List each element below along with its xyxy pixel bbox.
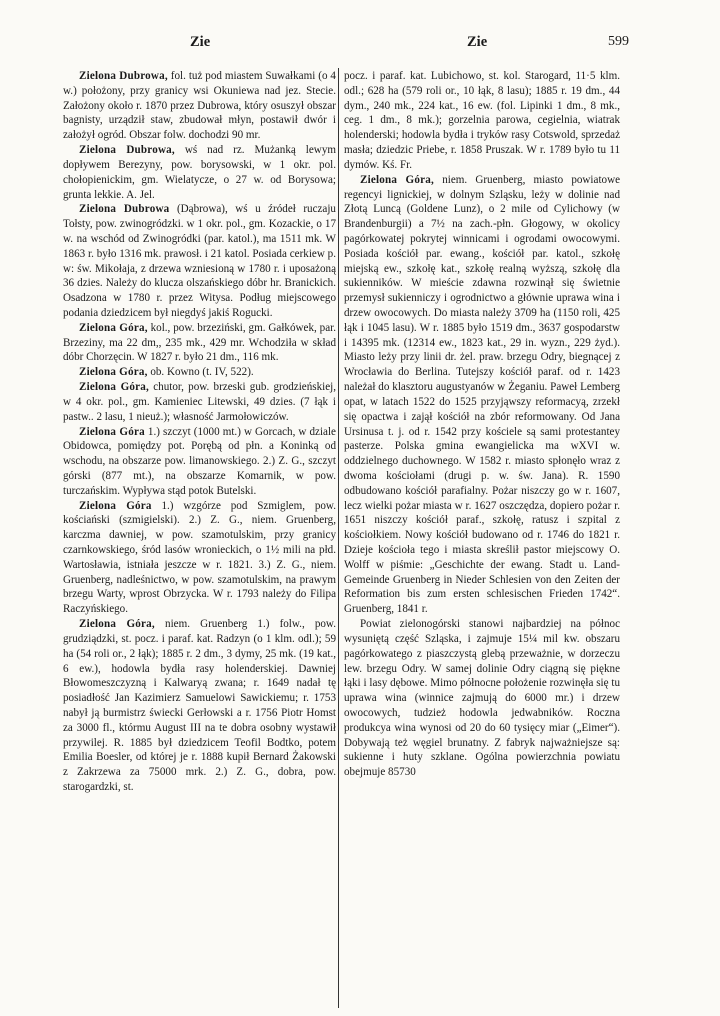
- entry: [63, 617, 336, 795]
- entry: [63, 365, 336, 380]
- entry-text: niem. Gruenberg, miasto powiatowe regencyi lignickiej, w dolnym Szląsku, leży w dolinie nad Złotą Luncą (Goldene Lunz), o 2 mile od Cylichowy (w Brandenburgii) a 7½ na zach.-płn. Głogowy, w okolicy pagórkowatej pokrytej winnicami i ogrodami owocowymi. Posiada kościół par. ewang., kościół par. katol., szkołę miejską ew., szkołę kat., szkołę realną wyższą, szkołę dla sukienników. W mieście zdawna rozwinął się świetnie przemysł sukienniczy i ogrodnictwo a głównie uprawa wina i drzew owocowych. Do miasta należy 3709 ha (1150 roli, 425 łąk i 1045 lasu). W r. 1885 było 1519 dm., 3637 gospodarstw i 14395 mk. (12314 ew., 1823 kat., 29 in. wyzn., 229 żyd.). Miasto leży przy linii dr. żel. praw. brzegu Odry, biegnącej z Wrocławia do Berlina. Tutejszy kościół paraf. od r. 1423 należał do klasztoru augustyanów w Żeganiu. Paweł Lemberg opat, w latach 1522 do 1525 przyjąwszy reformacyą, zrzekł się opactwa i zajął kościół na zbór reformowany. Od Jana Ursinusa t. j. od r. 1542 przy kościele są sami protestantey pasterze. Polska gmina ewangielicka ma wXVI w. oddzielnego duchownego. W 1582 r. miasto spłonęło wraz z dwoma kościołami (drugi p. w. św. Jana). R. 1590 odbudowano kościół parafialny. Pożar niszczy go w r. 1607, lecz wielki pożar miasta w r. 1627 oszczędza, dopiero pożar r. 1651 niszczy kościół paraf., szkołę, ratusz i szpital z kościołkiem. Nowy kościół budowano od r. 1746 do 1821 r. Dzieje kościoła tego i miasta skreślił pastor miejscowy O. Wolff w piśmie: „Geschichte der ewang. Stadt u. Land-Gemeinde Gruenberg in Nieder Schlesien von den Zeiten der Reformation bis zum ersten schlesischen Frieden 1742“. Gruenberg, 1841 r.: [344, 173, 621, 616]
- entry: [63, 499, 336, 618]
- entry-text: 1.) wzgórze pod Szmiglem, pow. kościański (szmigielski). 2.) Z. G., niem. Gruenberg, karczma dawniej, w pow. szamotulskim, przy granicy czarnkowskiego, śród lasów wronieckich, o 1½ mili na płd. Wartosławia, istniała jeszcze w r. 1821. 3.) Z. G., niem. Gruenberg, nadleśnictwo, w pow. szamotulskim, na prawym brzegu Warty, wprost Obrzycka. W r. 1793 należy do Filipa Raczyńskiego.: [63, 499, 336, 616]
- entry: [63, 69, 336, 143]
- entry-headword: Zielona Dubrowa,: [79, 70, 168, 82]
- entry-headword: Zielona Dubrowa: [79, 203, 170, 216]
- entry-headword: Zielona Góra,: [79, 381, 150, 394]
- entry-headword: Zielona Góra: [79, 499, 152, 512]
- right-column: [344, 69, 620, 780]
- entry: [344, 173, 620, 617]
- entry-text: kol., pow. brzeziński, gm. Gałkówek, par. Brzeziny, ma 22 dm,, 235 mk., 429 mr. Wchodziła w skład dóbr Chorzęcin. W 1827 r. było 21 dm., 116 mk.: [63, 321, 336, 364]
- header-right-word: Zie: [467, 34, 488, 50]
- entry-text: chutor, pow. brzeski gub. grodzieńskiej, w 4 okr. pol., gm. Kamieniec Litewski, 49 dzies. (7 łąk i pastw.. 2 lasu, 1 nieuż.); własność Jarmołowiczów.: [63, 381, 336, 423]
- entry-text: wś nad rz. Mużanką lewym dopływem Berezyny, pow. borysowski, w 1 okr. pol. chołopienickim, gm. Wielatycze, o 27 w. od Borysowa; grunta lekkie. A. Jel.: [63, 144, 336, 201]
- entry-headword: Zielona Góra,: [79, 321, 148, 334]
- header-left-word: Zie: [190, 34, 211, 50]
- entry: [63, 143, 336, 202]
- entry-text: fol. tuż pod miastem Suwałkami (o 4 w.) położony, przy granicy wsi Okuniewa nad jez. Stecie. Założony około r. 1870 przez Dubrowa, który osuszył obszar bagnisty, urządził staw, zbudował młyn, postawił dwór i założył ogród. Obszar folw. dochodzi 90 mr.: [63, 70, 336, 142]
- entry-continuation: [344, 69, 620, 173]
- entry-text: niem. Gruenberg 1.) folw., pow. grudziądzki, st. pocz. i paraf. kat. Radzyn (o 1 klm. odl.); 59 ha (54 roli or., 2 łąk); 1885 r. 2 dm., 3 dymy, 25 mk. (19 kat., 6 ew.), hodowla bydła rasy holenderskiej. Dawniej Błowomeszczyzną i Kalwaryą zwana; r. 1649 nadał tę posiadłość Jan Kazimierz Samuelowi Sawickiemu; r. 1753 nabył ją burmistrz świecki Gerłowski a r. 1756 Piotr Homst za 3000 fl., którmu August III na te dobra osobny wystawił przywilej. R. 1885 był dziedzicem Teofil Bodtko, potem Emilia Boesler, od której je r. 1888 kupił Bernard Żakowski z Zakrzewa za 75000 mrk. 2.) Z. G., dobra, pow. starogardzki, st.: [63, 618, 336, 793]
- entry-headword: Zielona Góra: [79, 425, 145, 438]
- entry-headword: Zielona Dubrowa,: [79, 144, 175, 157]
- entry: [63, 321, 336, 365]
- entry-text: 1.) szczyt (1000 mt.) w Gorcach, w dziale Obidowca, pomiędzy pot. Porębą od płn. a Koninką od wschodu, na obszarze pow. limanowskiego. 2.) Z. G., szczyt górski (877 mt.), na obszarze Komarnik, w pow. turczańskim. Wypływa stąd potok Butelski.: [63, 425, 336, 497]
- entry: [63, 380, 336, 424]
- running-header: [0, 34, 720, 54]
- entry-text: Powiat zielonogórski stanowi najbardziej na północ wysuniętą część Szląska, i zajmuje 15¼ mil kw. obszaru pagórkowatego z piaszczystą glebą przeważnie, w dorzeczu lew. brzegu Odry. W samej dolinie Odry ciągną się piękne łąki i lasy dębowe. Mimo północne położenie rozwinęła się tu uprawa wina (winnice zajmują do 6000 mr.) i drzew owocowych, tudzież hodowla jedwabników. Roczna produkcya wina wynosi od 20 do 60 tysięcy miar („Eimer“). Dobywają też węgiel brunatny. Z fabryk najważniejsze są: sukienne i huty szklane. Ogólna powierzchnia powiatu obejmuje 85730: [344, 618, 620, 779]
- entry-text: (Dąbrowa), wś u źródeł ruczaju Tołsty, pow. zwinogródzki. w 1 okr. pol., gm. Kozackie, o 17 w. na wschód od Zwinogródki (par. katol.), ma 1511 mk. W 1863 r. było 1316 mk. prawosł. i 21 katol. Posiada cerkiew p. w: św. Mikołaja, z drzewa wzniesioną w 1780 r. i uposażoną 36 dzies. Należy do klucza olszańskiego dóbr hr. Branickich. Osadzona w 1780 r. przez Witysa. Podług miejscowego podania dziedzicem był niegdyś jakiś Rogucki.: [63, 203, 336, 319]
- page-number: 599: [608, 34, 629, 49]
- entry: [63, 425, 336, 499]
- entry-headword: Zielona Góra,: [79, 618, 155, 631]
- entry-text: ob. Kowno (t. IV, 522).: [150, 366, 254, 379]
- left-column: [63, 69, 336, 795]
- column-divider: [338, 68, 339, 1008]
- entry-headword: Zielona Góra,: [360, 173, 434, 186]
- entry-headword: Zielona Góra,: [79, 366, 148, 379]
- entry: [344, 617, 620, 780]
- entry: [63, 202, 336, 321]
- entry-text: pocz. i paraf. kat. Lubichowo, st. kol. Starogard, 11·5 klm. odl.; 628 ha (579 roli or., 10 łąk, 8 lasu); 1885 r. 19 dm., 44 dym., 240 mk., 224 kat., 16 ew. (fol. Lipinki 1 dm., 8 mk., ceg. 1 dm., 8 mk.); gorzelnia parowa, cegielnia, wiatrak holenderski; hodowla bydła i tryków rasy Cotswold, sprzedaż masła; dziedzic Priebe, r. 1858 Pruszak. W r. 1789 było tu 11 dymów. Kś. Fr.: [344, 70, 620, 171]
